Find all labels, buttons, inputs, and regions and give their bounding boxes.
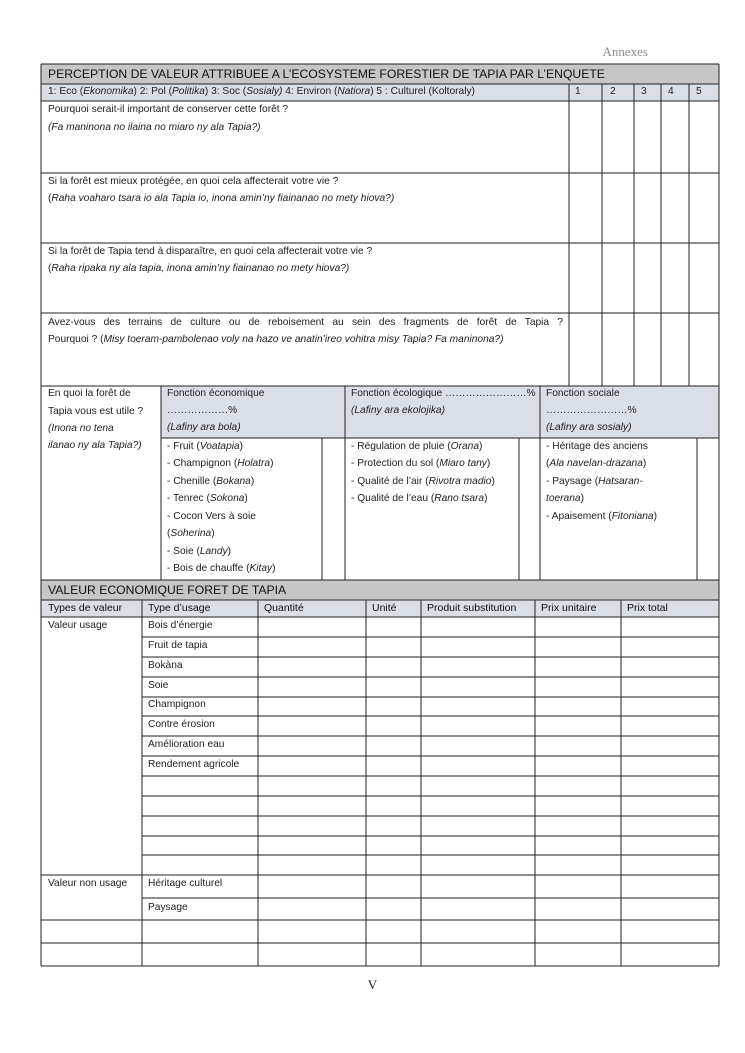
use-value-label: Valeur usage — [48, 620, 108, 631]
usefulness-mg-line2: ilanao ny ala Tapia?) — [48, 440, 142, 451]
economic-function-title: Fonction économique — [167, 388, 265, 399]
ecological-item: - Qualité de l’air (Rivotra madio) — [351, 476, 495, 487]
social-item: toerana) — [546, 493, 584, 504]
non-use-value-label: Valeur non usage — [48, 878, 128, 889]
economic-item: - Bois de chauffe (Kitay) — [167, 563, 276, 574]
usage-row: Bokàna — [148, 660, 183, 671]
question-1-mg: (Fa maninona no ilaina no miaro ny ala Tapia?) — [48, 122, 261, 133]
social-item: - Héritage des anciens — [546, 441, 648, 452]
economic-function-mg: (Lafiny ara bola) — [167, 422, 241, 433]
question-3-fr: Si la forêt de Tapia tend à disparaître, en quoi cela affecterait votre vie ? — [48, 246, 373, 257]
usefulness-question-line1: En quoi la forêt de — [48, 388, 131, 399]
social-function-percent: ……………………% — [546, 405, 637, 416]
non-usage-row: Paysage — [148, 902, 188, 913]
col-produit-substitution: Produit substitution — [427, 602, 517, 614]
economic-item: (Soherina) — [167, 528, 215, 539]
perception-title: PERCEPTION DE VALEUR ATTRIBUEE A L’ECOSYSTEME FORESTIER DE TAPIA PAR L’ENQUETE — [48, 67, 605, 81]
usage-row: Contre érosion — [148, 719, 215, 730]
social-item: - Paysage (Hatsaran- — [546, 476, 643, 487]
page-number: V — [367, 977, 378, 992]
col-types-de-valeur: Types de valeur — [48, 602, 123, 614]
ecological-item: - Régulation de pluie (Orana) — [351, 441, 483, 452]
col-quantite: Quantité — [264, 602, 304, 614]
ecological-function-title: Fonction écologique ……………………% — [351, 388, 536, 399]
score-col-3: 3 — [641, 86, 647, 97]
usage-row: Rendement agricole — [148, 759, 240, 770]
economic-item: - Chenille (Bokana) — [167, 476, 255, 487]
score-col-4: 4 — [668, 86, 674, 97]
economic-item: - Soie (Landy) — [167, 546, 232, 557]
ecological-item: - Protection du sol (Miaro tany) — [351, 458, 491, 469]
social-function-mg: (Lafiny ara sosialy) — [546, 422, 632, 433]
score-col-2: 2 — [610, 86, 616, 97]
col-prix-total: Prix total — [627, 602, 668, 614]
question-2-fr: Si la forêt est mieux protégée, en quoi cela affecterait votre vie ? — [48, 176, 339, 187]
col-prix-unitaire: Prix unitaire — [541, 602, 597, 614]
usage-row: Bois d’énergie — [148, 620, 213, 631]
question-2-mg: (Raha voaharo tsara io ala Tapia io, inona amin’ny fiainanao no mety hiova?) — [48, 193, 395, 204]
question-4-fr-line1: Avez-vous des terrains de culture ou de reboisement au sein des fragments de forêt de Tapia ? — [48, 317, 563, 328]
social-function-title: Fonction sociale — [546, 388, 620, 399]
usefulness-mg-line1: (Inona no tena — [48, 423, 114, 434]
usage-row: Amélioration eau — [148, 739, 225, 750]
economic-item: - Tenrec (Sokona) — [167, 493, 248, 504]
score-col-5: 5 — [696, 86, 702, 97]
question-4-line2: Pourquoi ? (Misy toeram-pambolenao voly na hazo ve anatin’ireo vohitra misy Tapia? Fa maninona?) — [48, 334, 504, 345]
col-unite: Unité — [372, 602, 397, 614]
economic-item: - Cocon Vers à soie — [167, 511, 256, 522]
usage-row: Soie — [148, 680, 169, 691]
usage-row: Champignon — [148, 699, 206, 710]
question-3-mg: (Raha ripaka ny ala tapia, inona amin’ny fiainanao no mety hiova?) — [48, 263, 350, 274]
economic-value-title: VALEUR ECONOMIQUE FORET DE TAPIA — [48, 583, 287, 597]
col-type-usage: Type d’usage — [148, 602, 211, 614]
annex-header: Annexes — [602, 44, 648, 59]
usefulness-question-line2: Tapia vous est utile ? — [48, 406, 144, 417]
usage-row: Fruit de tapia — [148, 640, 208, 651]
social-item: - Apaisement (Fitoniana) — [546, 511, 658, 522]
ecological-function-mg: (Lafiny ara ekolojika) — [351, 405, 445, 416]
economic-item: - Fruit (Voatapia) — [167, 441, 244, 452]
question-1-fr: Pourquoi serait-il important de conserver cette forêt ? — [48, 104, 289, 115]
score-legend: 1: Eco (Ekonomika) 2: Pol (Politika) 3: Soc (Sosialy) 4: Environ (Natiora) 5 : Culturel (Koltoraly) — [48, 86, 475, 97]
non-usage-row: Héritage culturel — [148, 878, 223, 889]
economic-item: - Champignon (Holatra) — [167, 458, 274, 469]
score-col-1: 1 — [575, 86, 581, 97]
economic-function-percent: ………………% — [167, 405, 238, 416]
ecological-item: - Qualité de l’eau (Rano tsara) — [351, 493, 488, 504]
social-item: (Ala navelan-drazana) — [546, 458, 647, 469]
